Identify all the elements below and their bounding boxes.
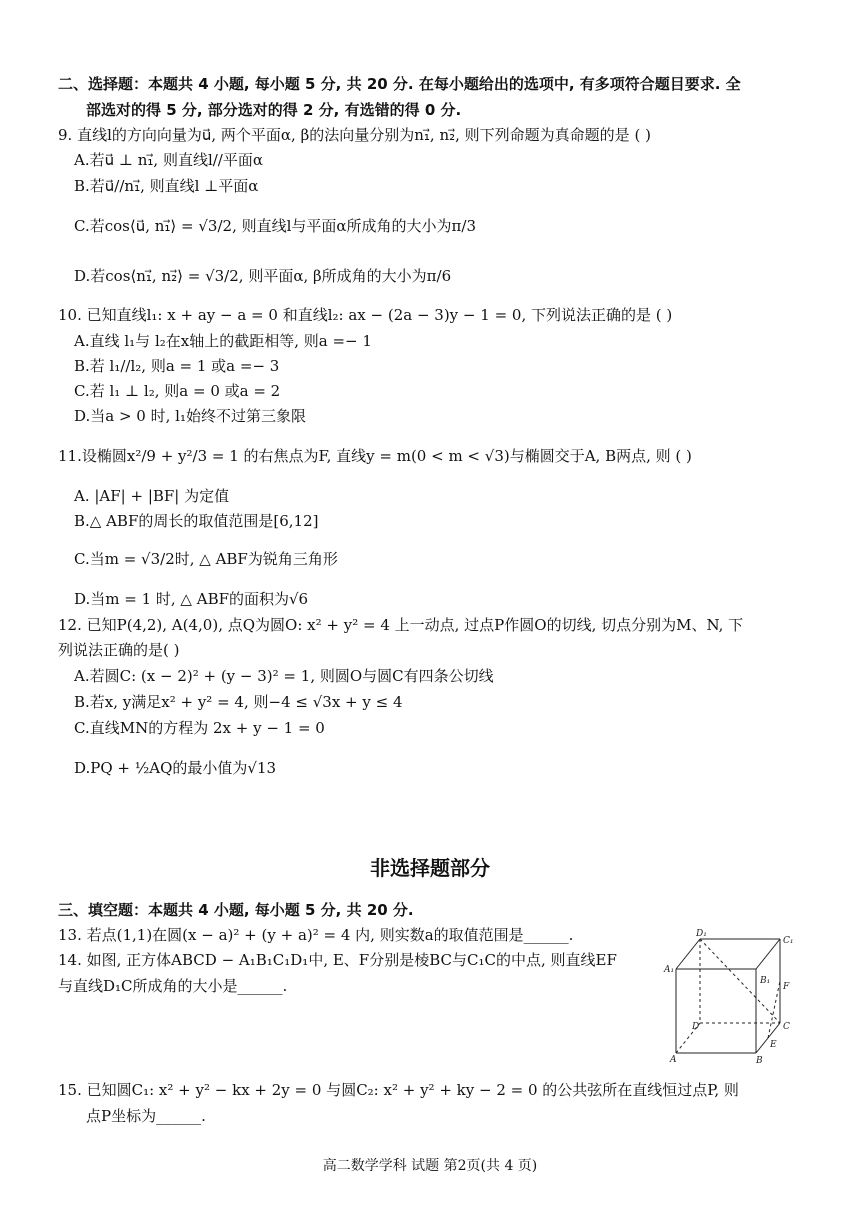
q15-line1: 15. 已知圆C₁: x² + y² − kx + 2y = 0 与圆C₂: x² + y² + ky − 2 = 0 的公共弦所在直线恒过点P, 则 <box>58 1081 739 1099</box>
part2-title: 非选择题部分 <box>370 856 490 880</box>
q12-option-b: B.若x, y满足x² + y² = 4, 则−4 ≤ √3x + y ≤ 4 <box>74 693 403 711</box>
page-footer: 高二数学学科 试题 第2页(共 4 页) <box>322 1158 538 1174</box>
q9-option-b: B.若u⃗//n₁⃗, 则直线l ⊥平面α <box>74 177 259 195</box>
label-d: D <box>692 1022 700 1032</box>
label-b1: B₁ <box>760 976 771 986</box>
q11-option-a: A. |AF| + |BF| 为定值 <box>74 487 230 505</box>
label-d1: D₁ <box>696 929 707 939</box>
label-e: E <box>770 1040 777 1050</box>
section2-line1: 二、选择题：本题共 4 小题, 每小题 5 分, 共 20 分. 在每小题给出的选项中, 有多项符合题目要求. 全 <box>58 75 741 93</box>
label-f: F <box>783 982 790 992</box>
label-c1: C₁ <box>783 936 794 946</box>
q15-line2: 点P坐标为______. <box>86 1107 206 1125</box>
label-c: C <box>783 1022 790 1032</box>
q12-stem-line1: 12. 已知P(4,2), A(4,0), 点Q为圆O: x² + y² = 4 上一动点, 过点P作圆O的切线, 切点分别为M、N, 下 <box>58 616 744 634</box>
q13-text: 13. 若点(1,1)在圆(x − a)² + (y + a)² = 4 内, 则实数a的取值范围是______. <box>58 926 574 944</box>
q9-option-c: C.若cos⟨u⃗, n₁⃗⟩ = √3/2, 则直线l与平面α所成角的大小为π/3 <box>74 217 476 235</box>
q12-option-d: D.PQ + ½AQ的最小值为√13 <box>74 759 277 777</box>
section3-header: 三、填空题：本题共 4 小题, 每小题 5 分, 共 20 分. <box>58 901 414 919</box>
section2-line2: 部选对的得 5 分, 部分选对的得 2 分, 有选错的得 0 分. <box>86 101 462 119</box>
q10-option-a: A.直线 l₁与 l₂在x轴上的截距相等, 则a =− 1 <box>74 332 372 350</box>
label-a: A <box>670 1055 677 1065</box>
segment-e-f <box>768 981 780 1038</box>
edge-a1-d1 <box>676 939 700 969</box>
cube-figure <box>660 925 800 1065</box>
q11-stem: 11.设椭圆x²/9 + y²/3 = 1 的右焦点为F, 直线y = m(0 < m < √3)与椭圆交于A, B两点, 则 ( ) <box>58 447 692 465</box>
q12-option-a: A.若圆C: (x − 2)² + (y − 3)² = 1, 则圆O与圆C有四条公切线 <box>74 667 494 685</box>
q10-option-c: C.若 l₁ ⊥ l₂, 则a = 0 或a = 2 <box>74 382 281 400</box>
q12-option-c: C.直线MN的方程为 2x + y − 1 = 0 <box>74 719 325 737</box>
q11-option-b: B.△ ABF的周长的取值范围是[6,12] <box>74 512 319 530</box>
label-a1: A₁ <box>664 965 675 975</box>
q14-line1: 14. 如图, 正方体ABCD − A₁B₁C₁D₁中, E、F分别是棱BC与C₁C的中点, 则直线EF <box>58 951 617 969</box>
label-b: B <box>756 1056 763 1065</box>
q14-line2: 与直线D₁C所成角的大小是______. <box>58 977 288 995</box>
q9-option-a: A.若u⃗ ⊥ n₁⃗, 则直线l//平面α <box>74 151 263 169</box>
q12-stem-line2: 列说法正确的是( ) <box>58 641 180 659</box>
q11-option-d: D.当m = 1 时, △ ABF的面积为√6 <box>74 590 309 608</box>
q11-option-c: C.当m = √3/2时, △ ABF为锐角三角形 <box>74 550 338 568</box>
q9-stem: 9. 直线l的方向向量为u⃗, 两个平面α, β的法向量分别为n₁⃗, n₂⃗, 则下列命题为真命题的是 ( ) <box>58 126 651 144</box>
q9-option-d: D.若cos⟨n₁⃗, n₂⃗⟩ = √3/2, 则平面α, β所成角的大小为π/6 <box>74 267 452 285</box>
q10-option-d: D.当a > 0 时, l₁始终不过第三象限 <box>74 407 306 425</box>
edge-b1-c1 <box>756 939 780 969</box>
q10-option-b: B.若 l₁//l₂, 则a = 1 或a =− 3 <box>74 357 280 375</box>
q10-stem: 10. 已知直线l₁: x + ay − a = 0 和直线l₂: ax − (2a − 3)y − 1 = 0, 下列说法正确的是 ( ) <box>58 306 673 324</box>
